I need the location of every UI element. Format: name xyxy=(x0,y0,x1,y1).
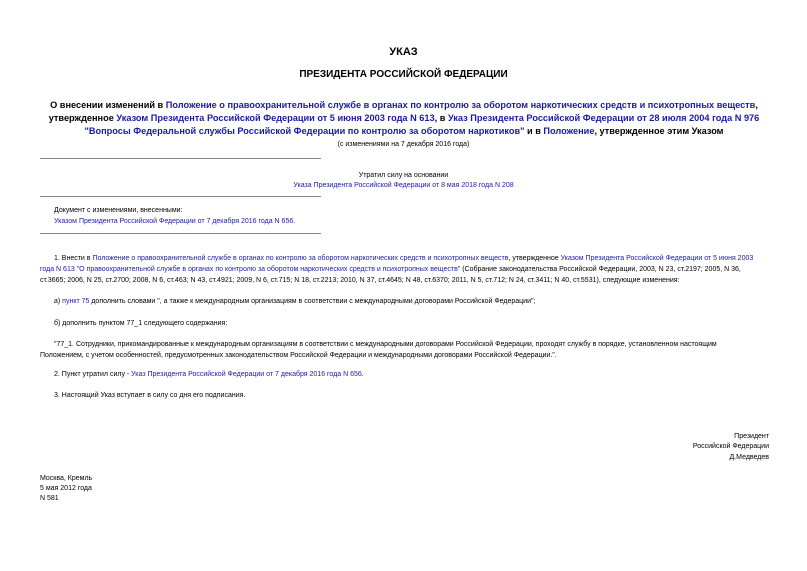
lost-force-link-wrap xyxy=(0,182,807,189)
paragraph-text: "77_1. Сотрудники, прикомандированные к международным организациям в соответствии с международными договорами Российской Федерации, проходят службу в порядке, установленном настоящим xyxy=(54,341,717,348)
edited-note: (с изменениями на 7 декабря 2016 года) xyxy=(337,141,470,148)
subject-text: О внесении изменений в xyxy=(50,100,166,110)
paragraph-b: б) дополнить пунктом 77_1 следующего содержания: xyxy=(54,320,228,327)
divider xyxy=(40,158,321,159)
decree-2004-link[interactable]: Указ Президента Российской Федерации от 28 июля 2004 года N 976 xyxy=(447,113,760,123)
subject-text: , в xyxy=(434,113,448,123)
paragraph-quote xyxy=(40,339,768,361)
paragraph-text: 2. Пункт утратил силу - xyxy=(54,371,132,378)
paragraph-text: 1. Внести в xyxy=(54,255,93,262)
decree-2003-link[interactable]: Указом Президента Российской Федерации от 5 июня 2003 года N 613 xyxy=(116,113,435,123)
decree-2004-title-link[interactable]: "Вопросы Федеральной службы Российской Федерации по контролю за оборотом наркотиков" xyxy=(84,126,525,136)
document-type-title: УКАЗ xyxy=(389,46,418,58)
decree-2016-link[interactable]: Указ Президента Российской Федерации от 7 декабря 2016 года N 656 xyxy=(131,371,362,378)
lost-force-link[interactable]: Указа Президента Российской Федерации от 8 мая 2018 года N 208 xyxy=(293,182,514,189)
paragraph-text: дополнить словами ", а также к международным организациям в соответствии с международными договорами Российской Федерации"; xyxy=(89,298,536,305)
signing-date: 5 мая 2012 года xyxy=(40,485,92,492)
paragraph-text: , утвержденное xyxy=(508,255,561,262)
decree-2003-link[interactable]: Указом Президента Российской Федерации от 5 июня 2003 xyxy=(560,255,754,262)
clause-75-link[interactable]: пункт 75 xyxy=(62,298,90,305)
signature-country: Российской Федерации xyxy=(692,443,769,450)
paragraph-text: ст.3665; 2006, N 25, ст.2700; 2008, N 6, ст.463; N 43, ст.4921; 2009, N 6, ст.715; N 18, ст.2213; 2010, N 37, ст.4645; N 48, ст.6370; 2011, N 5, ст.712; N 24, ст.3411; N 40, ст.5531), следующие изменения: xyxy=(40,277,680,284)
regulation-link[interactable]: Положение о правоохранительной службе в органах по контролю за оборотом наркотических средств и психотропных веществ xyxy=(92,255,509,262)
paragraph-text: . xyxy=(361,371,364,378)
amend-docs-link[interactable]: Указом Президента Российской Федерации от 7 декабря 2016 года N 656. xyxy=(54,218,296,225)
paragraph-text: а) xyxy=(54,298,63,305)
subject-text: и в xyxy=(524,126,544,136)
paragraph-text: Положением, с учетом особенностей, предусмотренных законодательством Российской Федерации и международными договорами Российской Федерации.". xyxy=(40,352,557,359)
subject-text: утвержденное xyxy=(48,113,117,123)
issuer-title: ПРЕЗИДЕНТА РОССИЙСКОЙ ФЕДЕРАЦИИ xyxy=(299,69,508,80)
lost-force-text: Утратил силу на основании xyxy=(358,172,449,179)
divider xyxy=(40,233,321,234)
regulation-link[interactable]: Положение о правоохранительной службе в органах по контролю за оборотом наркотических средств и психотропных веществ xyxy=(165,100,756,110)
paragraph-1 xyxy=(40,253,768,286)
signature-position: Президент xyxy=(734,433,769,440)
paragraph-text: (Собрание законодательства Российской Федерации, 2003, N 23, ст.2197; 2005, N 36, xyxy=(460,266,741,273)
regulation-short-link[interactable]: Положение xyxy=(543,126,595,136)
subject-text: , утвержденное этим Указом xyxy=(594,126,724,136)
document-number: N 581 xyxy=(40,495,59,502)
paragraph-3: 3. Настоящий Указ вступает в силу со дня его подписания. xyxy=(54,392,246,399)
divider xyxy=(40,196,321,197)
signature-name: Д.Медведев xyxy=(729,454,769,461)
paragraph-2 xyxy=(54,369,782,380)
amend-docs-label: Документ с изменениями, внесенными: xyxy=(54,207,183,214)
decree-2003-title-link[interactable]: года N 613 "О правоохранительной службе в органах по контролю за оборотом наркотических средств и психотропных веществ" xyxy=(40,266,461,273)
amend-docs-link-wrap xyxy=(54,218,295,225)
paragraph-a xyxy=(54,296,782,307)
signing-place: Москва, Кремль xyxy=(40,475,93,482)
subject-text: , xyxy=(755,100,758,110)
document-subject xyxy=(40,99,768,138)
